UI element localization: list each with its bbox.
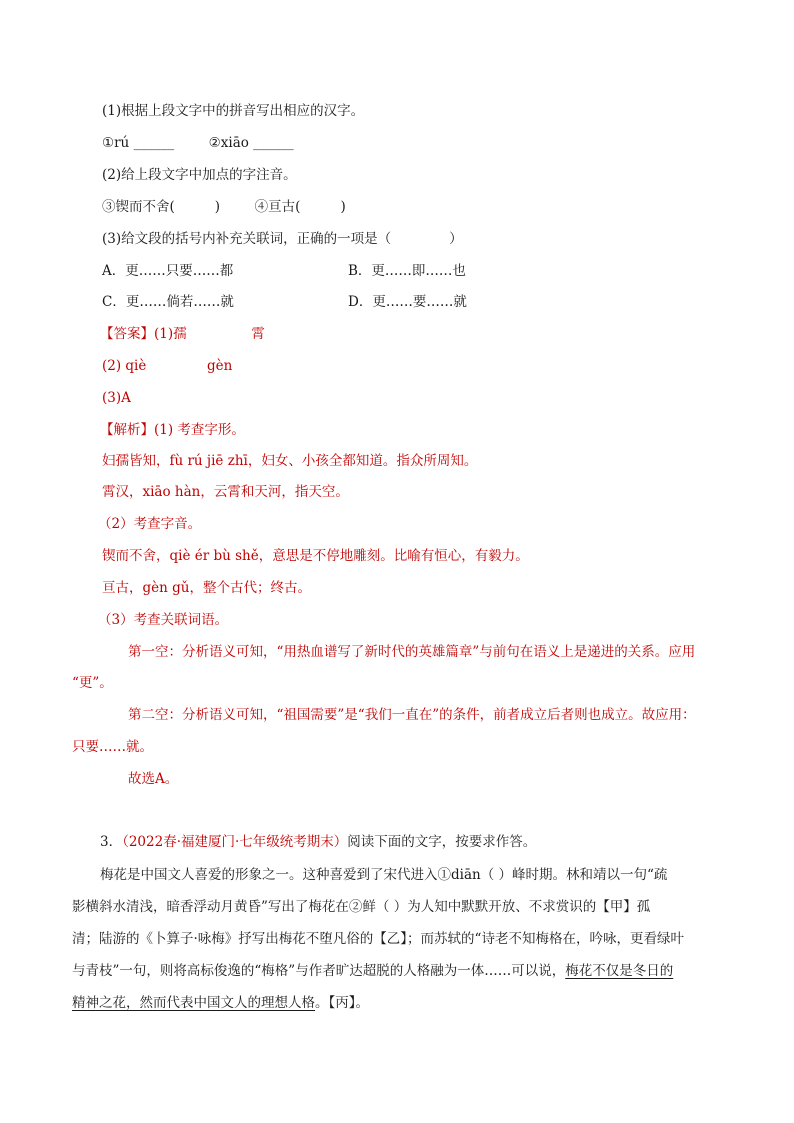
answer-tag: 【答案】 (100, 326, 154, 342)
option-4-close: ) (340, 199, 346, 215)
passage-line-3: 清；陆游的《卜算子·咏梅》抒写出梅花不堕凡俗的【乙】；而苏轼的“诗老不知梅格在，吟咏，更看绿叶 (72, 931, 684, 947)
underlined-sentence-part-2: 精神之花，然而代表中国文人的理想人格 (72, 995, 315, 1011)
answer-1b: 霄 (251, 326, 265, 342)
question-2-options (102, 197, 346, 217)
analysis-p1-a: 妇孺皆知，fù rú jiē zhī，妇女、小孩全都知道。指众所周知。 (102, 453, 478, 469)
option-1-label: ①rú (102, 135, 130, 151)
question-1-options (102, 133, 294, 153)
choice-d: D．更……要……就 (348, 294, 467, 310)
analysis-p1-head: (1) 考查字形。 (154, 422, 245, 438)
option-1-blank: ______ (133, 135, 175, 151)
answer-line-1 (100, 324, 265, 344)
choice-a: A．更……只要……都 (102, 263, 234, 279)
analysis-tag: 【解析】 (100, 422, 154, 438)
q3-source: （2022春·福建厦门·七年级统考期末） (122, 834, 348, 850)
option-3: ③锲而不舍( (102, 199, 175, 215)
analysis-p2-a: 锲而不舍，qiè ér bù shě，意思是不停地雕刻。比喻有恒心，有毅力。 (102, 548, 529, 564)
question-3-section-head (100, 832, 536, 852)
q3-instruction: 阅读下面的文字，按要求作答。 (347, 834, 537, 850)
option-3-close: ) (214, 199, 221, 215)
answer-line-3: (3)A (102, 390, 131, 406)
passage-line-1: 梅花是中国文人喜爱的形象之一。这种喜爱到了宋代进入①diān（ ）峰时期。林和靖以一句“疏 (100, 867, 668, 883)
question-1: (1)根据上段文字中的拼音写出相应的汉字。 (102, 103, 365, 119)
analysis-p3-a2: “更”。 (72, 675, 113, 691)
answer-1: (1)孺 (154, 326, 187, 342)
passage-line-5-end: 。【丙】。 (315, 995, 369, 1011)
analysis-p3-b1: 第二空：分析语义可知，“祖国需要”是“我们一直在”的条件，前者成立后者则也成立。故应用： (128, 707, 696, 723)
q3-number: 3． (100, 834, 123, 850)
passage-line-2: 影横斜水清浅，暗香浮动月黄昏”写出了梅花在②鲜（ ）为人知中默默开放、不求赏识的【甲】孤 (72, 899, 651, 915)
option-4: ④亘古( (254, 199, 301, 215)
question-3-close: ） (449, 231, 463, 247)
option-2-label: ②xiāo (208, 135, 249, 151)
analysis-p2-b: 亘古，gèn gǔ，整个古代；终古。 (102, 580, 311, 596)
analysis-p3-head: （3）考查关联词语。 (98, 612, 229, 628)
analysis-p3-a1: 第一空：分析语义可知，“用热血谱写了新时代的英雄篇章”与前句在语义上是递进的关系。应用 (128, 644, 696, 660)
analysis-p3-c: 故选A。 (128, 771, 179, 787)
analysis-p2-head: （2）考查字音。 (98, 516, 202, 532)
choice-c: C．更……倘若……就 (102, 294, 234, 310)
analysis-head (100, 420, 245, 440)
answer-line-2 (102, 356, 232, 376)
question-3-text: (3)给文段的括号内补充关联词，正确的一项是（ (102, 231, 392, 247)
answer-2: (2) qiè (102, 358, 147, 374)
question-3 (102, 229, 463, 249)
analysis-p3-b2: 只要……就。 (72, 739, 153, 755)
analysis-p1-b: 霄汉，xiāo hàn，云霄和天河，指天空。 (102, 484, 349, 500)
answer-2b: gèn (206, 358, 233, 374)
choice-b: B．更……即……也 (348, 263, 466, 279)
passage-line-5 (72, 993, 369, 1013)
question-2: (2)给上段文字中加点的字注音。 (102, 167, 297, 183)
passage-line-4 (72, 961, 673, 981)
underlined-sentence-part-1: 梅花不仅是冬日的 (565, 963, 674, 979)
option-2-blank: ______ (253, 135, 294, 151)
passage-line-4-text: 与青枝”一句，则将高标俊逸的“梅格”与作者旷达超脱的人格融为一体……可以说， (72, 963, 566, 979)
